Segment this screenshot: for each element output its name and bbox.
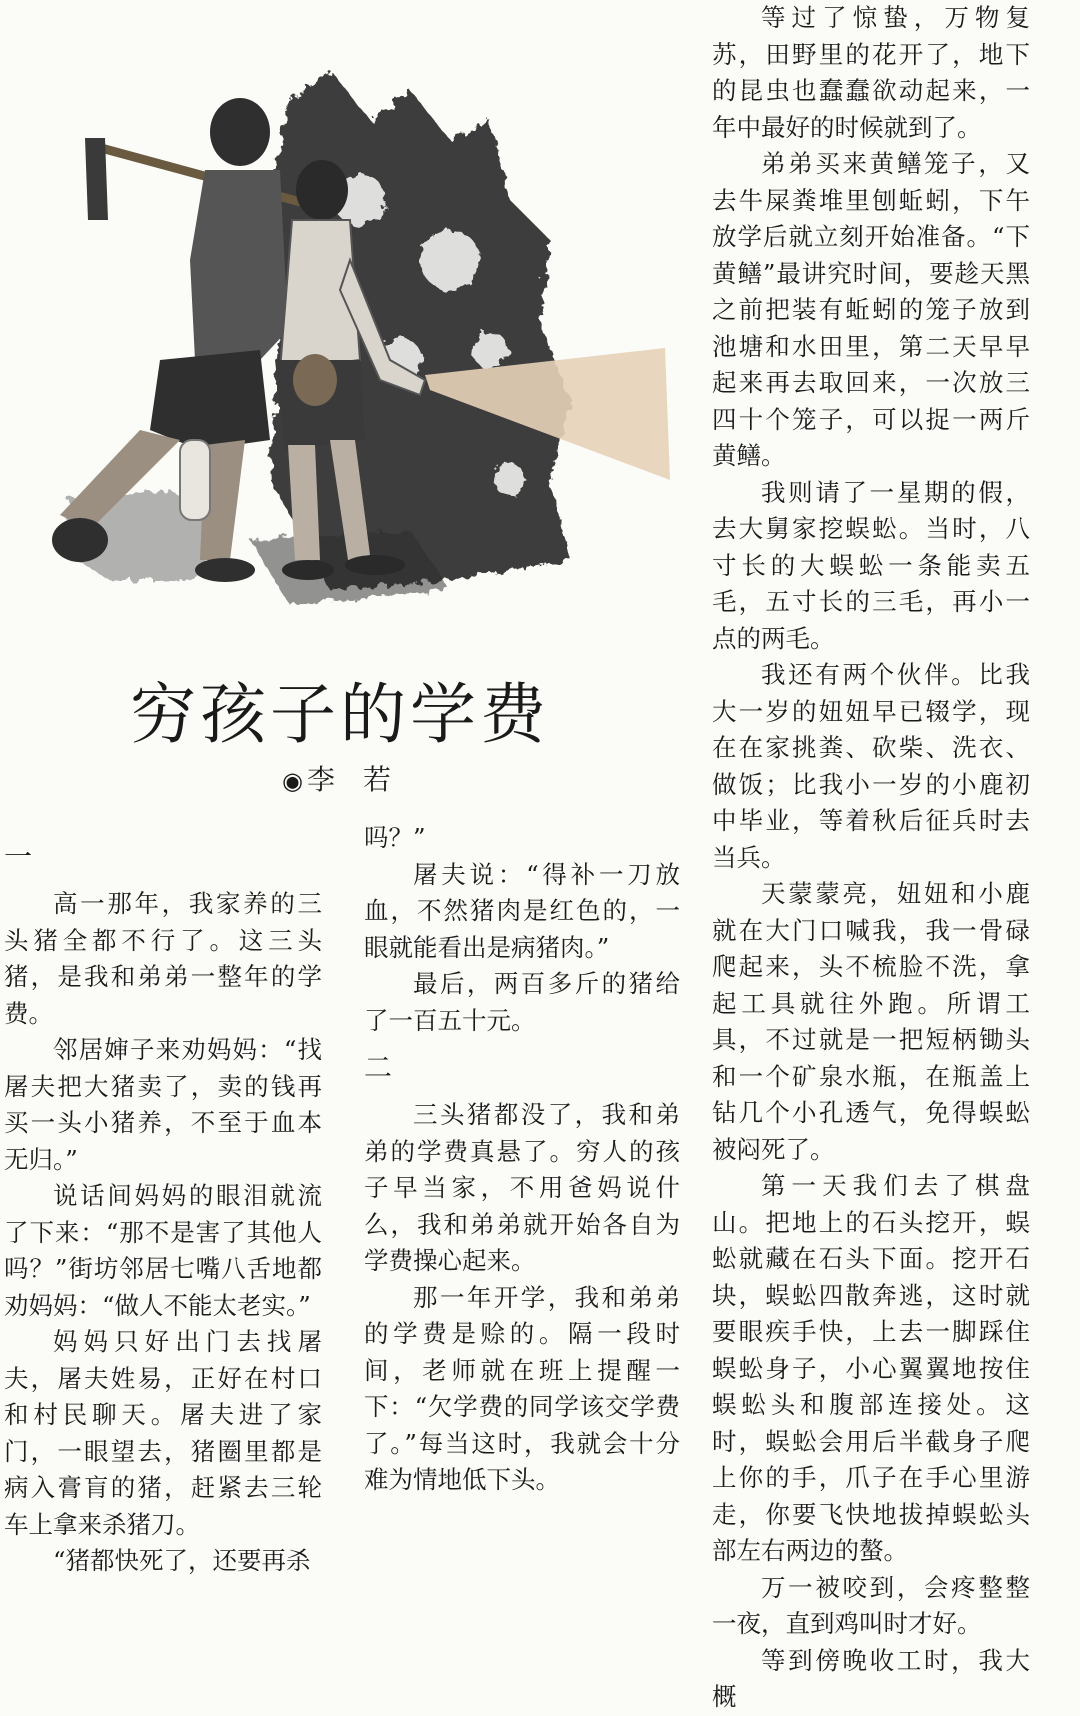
paragraph: 万一被咬到，会疼整整一夜，直到鸡叫时才好。 [712, 1572, 1030, 1638]
paragraph: 等到傍晚收工时，我大概 [712, 1645, 1030, 1711]
paragraph: 屠夫说：“得补一刀放血，不然猪肉是红色的，一眼就能看出是病猪肉。” [364, 859, 680, 962]
paragraph: 高一那年，我家养的三头猪全都不行了。这三头猪，是我和弟弟一整年的学费。 [4, 889, 322, 1028]
paragraph-continuation: 吗？” [364, 823, 426, 852]
paragraph: 那一年开学，我和弟弟的学费是赊的。隔一段时间，老师就在班上提醒一下：“欠学费的同学该交学费了。”每当这时，我就会十分难为情地低下头。 [364, 1282, 680, 1494]
paragraph: 我则请了一星期的假，去大舅家挖蜈蚣。当时，八寸长的大蜈蚣一条能卖五毛，五寸长的三毛，再小一点的两毛。 [712, 477, 1030, 653]
paragraph: 弟弟买来黄鳝笼子，又去牛屎粪堆里刨蚯蚓，下午放学后就立刻开始准备。“下黄鳝”最讲究时间，要趁天黑之前把装有蚯蚓的笼子放到池塘和水田里，第二天早早起来再去取回来，一次放三四十个笼子，可以捉一两斤黄鳝。 [712, 149, 1030, 470]
byline-bullet-icon: ◉ [282, 767, 303, 795]
paragraph: 天蒙蒙亮，妞妞和小鹿就在大门口喊我，我一骨碌爬起来，头不梳脸不洗，拿起工具就往外跑。所谓工具，不过就是一把短柄锄头和一个矿泉水瓶，在瓶盖上钻几个小孔透气，免得蜈蚣被闷死了。 [712, 879, 1030, 1164]
section-heading-2: 二 [364, 1051, 393, 1084]
byline [282, 762, 391, 799]
column-3 [712, 0, 1030, 1716]
paragraph: 说话间妈妈的眼泪就流了下来：“那不是害了其他人吗？”街坊邻居七嘴八舌地都劝妈妈：“做人不能太老实。” [4, 1181, 322, 1320]
paragraph: 等过了惊蛰，万物复苏，田野里的花开了，地下的昆虫也蠢蠢欲动起来，一年中最好的时候就到了。 [712, 3, 1030, 142]
article-illustration [30, 60, 675, 645]
column-1 [4, 828, 322, 1580]
paragraph: 第一天我们去了棋盘山。把地上的石头挖开，蜈蚣就藏在石头下面。挖开石块，蜈蚣四散奔逃，这时就要眼疾手快，上去一脚踩住蜈蚣身子，小心翼翼地按住蜈蚣头和腹部连接处。这时，蜈蚣会用后半截身子爬上你的手，爪子在手心里游走，你要飞快地拔掉蜈蚣头部左右两边的螯。 [712, 1171, 1030, 1565]
paragraph: 邻居婶子来劝妈妈：“找屠夫把大猪卖了，卖的钱再买一头小猪养，不至于血本无归。” [4, 1035, 322, 1174]
article-title: 穷孩子的学费 [130, 676, 550, 753]
section-heading-1: 一 [4, 840, 33, 873]
paragraph: 最后，两百多斤的猪给了一百五十元。 [364, 969, 680, 1035]
paragraph: “猪都快死了，还要再杀 [53, 1546, 311, 1575]
author-name: 李 若 [306, 763, 391, 796]
column-2 [364, 820, 680, 1499]
paragraph: 三头猪都没了，我和弟弟的学费真悬了。穷人的孩子早当家，不用爸妈说什么，我和弟弟就开始各自为学费操心起来。 [364, 1100, 680, 1275]
paragraph: 妈妈只好出门去找屠夫，屠夫姓易，正好在村口和村民聊天。屠夫进了家门，一眼望去，猪圈里都是病入膏肓的猪，赶紧去三轮车上拿来杀猪刀。 [4, 1327, 322, 1539]
paragraph: 我还有两个伙伴。比我大一岁的妞妞早已辍学，现在在家挑粪、砍柴、洗衣、做饭；比我小一岁的小鹿初中毕业，等着秋后征兵时去当兵。 [712, 660, 1030, 872]
ink-illustration [30, 60, 675, 645]
